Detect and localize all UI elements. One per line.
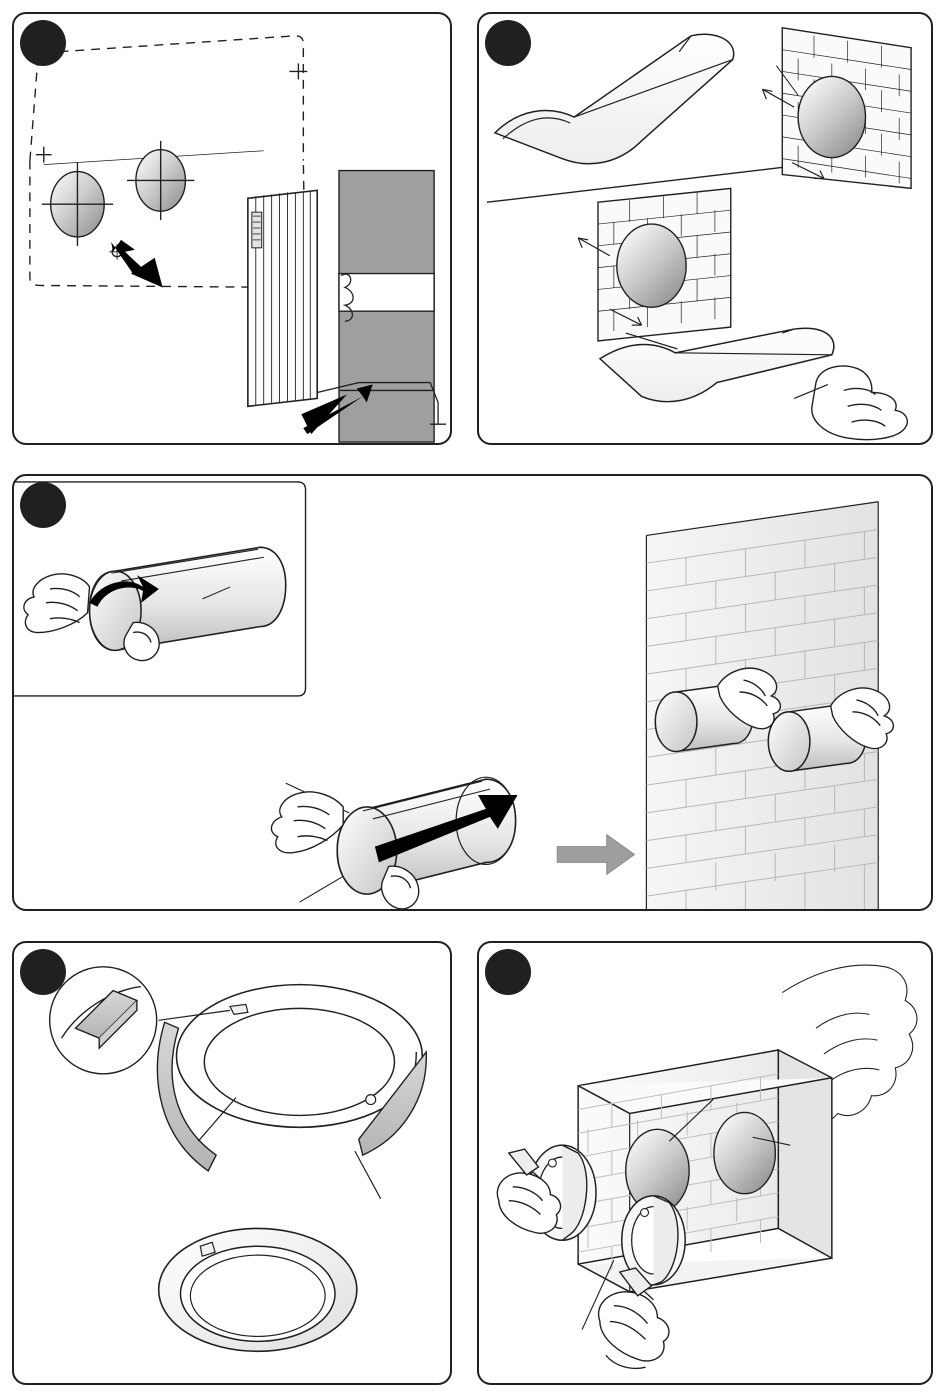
panel-4-artwork xyxy=(14,943,450,1383)
panel-1-artwork xyxy=(14,14,450,443)
panel-1 xyxy=(12,12,452,445)
panel-2-artwork xyxy=(479,14,931,443)
panel-5 xyxy=(477,941,933,1385)
panel-5-artwork xyxy=(479,943,931,1383)
panel-2 xyxy=(477,12,933,445)
panel-3 xyxy=(12,474,933,911)
panel-3-artwork xyxy=(14,476,931,909)
panel-4 xyxy=(12,941,452,1385)
